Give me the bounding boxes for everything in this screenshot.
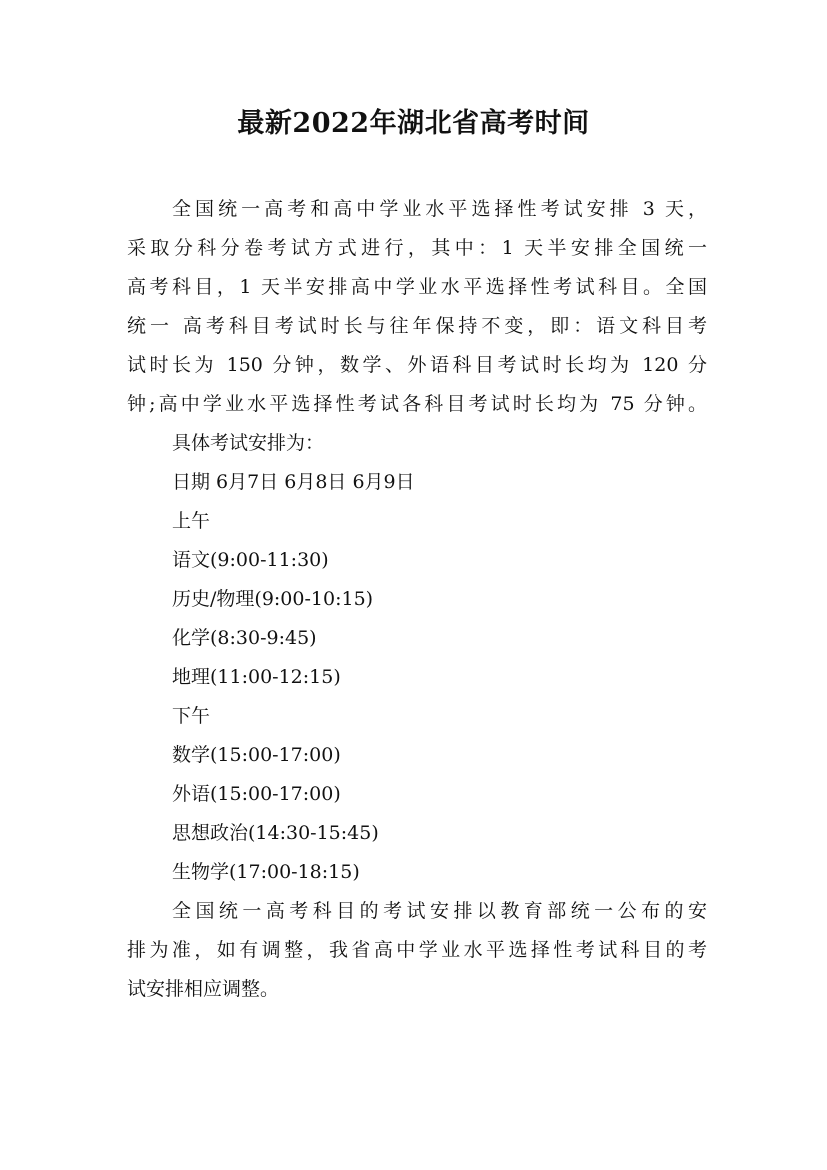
paragraph-line: 全国统一高考和高中学业水平选择性考试安排 3 天， — [172, 198, 707, 220]
paragraph-line: 采取分科分卷考试方式进行，其中：1 天半安排全国统一 — [127, 237, 707, 259]
paragraph-line: 试安排相应调整。 — [127, 978, 280, 1000]
schedule-item: 语文(9:00-11:30) — [172, 549, 329, 571]
paragraph-line: 高考科目，1 天半安排高中学业水平选择性考试科目。全国 — [127, 276, 707, 298]
morning-label: 上午 — [172, 510, 211, 532]
afternoon-label: 下午 — [172, 705, 211, 727]
schedule-item: 外语(15:00-17:00) — [172, 783, 341, 805]
schedule-intro: 具体考试安排为： — [172, 432, 325, 454]
paragraph-line: 钟;高中学业水平选择性考试各科目考试时长均为 75 分钟。 — [127, 393, 707, 415]
dates-line: 日期 6月7日 6月8日 6月9日 — [172, 471, 415, 493]
document-body — [127, 190, 707, 1009]
schedule-item: 思想政治(14:30-15:45) — [172, 822, 379, 844]
paragraph-line: 统一 高考科目考试时长与往年保持不变，即：语文科目考 — [127, 315, 707, 337]
paragraph-line: 全国统一高考科目的考试安排以教育部统一公布的安 — [172, 900, 707, 922]
paragraph-line: 排为准，如有调整，我省高中学业水平选择性考试科目的考 — [127, 939, 707, 961]
schedule-item: 生物学(17:00-18:15) — [172, 861, 360, 883]
schedule-item: 化学(8:30-9:45) — [172, 627, 317, 649]
schedule-item: 历史/物理(9:00-10:15) — [172, 588, 374, 610]
page-title: 最新2022年湖北省高考时间 — [237, 108, 590, 139]
schedule-item: 数学(15:00-17:00) — [172, 744, 341, 766]
schedule-item: 地理(11:00-12:15) — [172, 666, 341, 688]
paragraph-line: 试时长为 150 分钟，数学、外语科目考试时长均为 120 分 — [127, 354, 707, 376]
